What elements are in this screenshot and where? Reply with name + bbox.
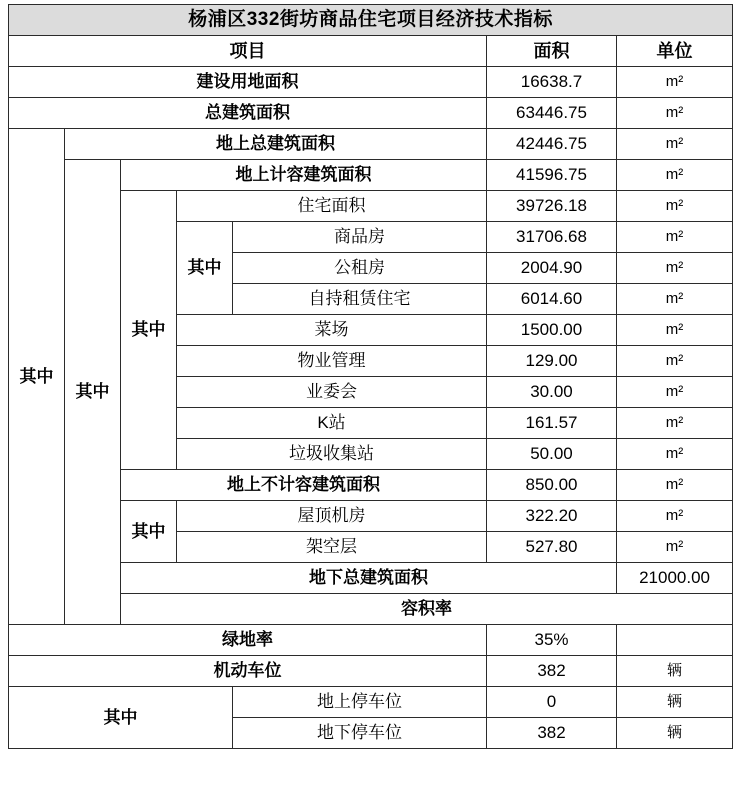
row-label: 架空层: [177, 532, 487, 563]
table-row: [9, 687, 733, 718]
group-label-level3: 其中: [121, 191, 177, 470]
row-unit: m²: [617, 284, 733, 315]
row-label: 机动车位: [9, 656, 487, 687]
row-label: 自持租赁住宅: [233, 284, 487, 315]
row-value: 39726.18: [487, 191, 617, 222]
row-label: 总建筑面积: [9, 98, 487, 129]
page-title: 杨浦区332街坊商品住宅项目经济技术指标: [9, 5, 733, 36]
row-value: 382: [487, 656, 617, 687]
row-value: 850.00: [487, 470, 617, 501]
row-label: 公租房: [233, 253, 487, 284]
row-unit: m²: [617, 160, 733, 191]
row-unit: [617, 625, 733, 656]
row-label: 容积率: [121, 594, 733, 625]
row-unit: m²: [617, 408, 733, 439]
column-header-unit: 单位: [617, 36, 733, 67]
row-label: 业委会: [177, 377, 487, 408]
row-unit: m²: [617, 253, 733, 284]
row-label: K站: [177, 408, 487, 439]
row-unit: m²: [617, 222, 733, 253]
row-label: 建设用地面积: [9, 67, 487, 98]
row-unit: m²: [617, 501, 733, 532]
row-value: 129.00: [487, 346, 617, 377]
row-label: 物业管理: [177, 346, 487, 377]
row-label: 地上停车位: [233, 687, 487, 718]
row-unit: 辆: [617, 718, 733, 749]
row-value: 322.20: [487, 501, 617, 532]
row-unit: m²: [617, 470, 733, 501]
group-label-level2: 其中: [65, 160, 121, 625]
row-value: 1500.00: [487, 315, 617, 346]
group-label-parking: 其中: [9, 687, 233, 749]
table-row: [9, 129, 733, 160]
row-unit: m²: [617, 377, 733, 408]
row-unit: m²: [617, 191, 733, 222]
row-value: 21000.00: [617, 563, 733, 594]
row-label: 地上总建筑面积: [65, 129, 487, 160]
row-label: 菜场: [177, 315, 487, 346]
row-label: 绿地率: [9, 625, 487, 656]
row-value: 42446.75: [487, 129, 617, 160]
row-label: 商品房: [233, 222, 487, 253]
table-row: [9, 67, 733, 98]
table-row: [9, 98, 733, 129]
row-unit: m²: [617, 439, 733, 470]
row-value: 30.00: [487, 377, 617, 408]
row-value: 161.57: [487, 408, 617, 439]
row-value: 527.80: [487, 532, 617, 563]
row-value: 63446.75: [487, 98, 617, 129]
group-label-level3b: 其中: [121, 501, 177, 563]
row-label: 屋顶机房: [177, 501, 487, 532]
row-value: 2004.90: [487, 253, 617, 284]
row-value: 382: [487, 718, 617, 749]
row-value: 41596.75: [487, 160, 617, 191]
column-header-item: 项目: [9, 36, 487, 67]
row-value: 0: [487, 687, 617, 718]
row-value: 6014.60: [487, 284, 617, 315]
row-label: 地上计容建筑面积: [121, 160, 487, 191]
row-label: 地下停车位: [233, 718, 487, 749]
row-label: 住宅面积: [177, 191, 487, 222]
table-title-row: [9, 5, 733, 36]
technical-indicators-table: [8, 4, 733, 749]
row-value: 31706.68: [487, 222, 617, 253]
row-unit: m²: [617, 98, 733, 129]
row-unit: m²: [617, 67, 733, 98]
row-unit: m²: [617, 129, 733, 160]
row-value: 16638.7: [487, 67, 617, 98]
table-row: [9, 160, 733, 191]
table-row: [9, 625, 733, 656]
group-label-level4: 其中: [177, 222, 233, 315]
row-unit: m²: [617, 315, 733, 346]
row-unit: 辆: [617, 687, 733, 718]
group-label-level1: 其中: [9, 129, 65, 625]
row-label: 地上不计容建筑面积: [121, 470, 487, 501]
table-header-row: [9, 36, 733, 67]
row-label: 垃圾收集站: [177, 439, 487, 470]
row-unit: 辆: [617, 656, 733, 687]
row-value: 35%: [487, 625, 617, 656]
row-label: 地下总建筑面积: [121, 563, 617, 594]
row-value: 50.00: [487, 439, 617, 470]
column-header-area: 面积: [487, 36, 617, 67]
row-unit: m²: [617, 346, 733, 377]
table-row: [9, 656, 733, 687]
row-unit: m²: [617, 532, 733, 563]
